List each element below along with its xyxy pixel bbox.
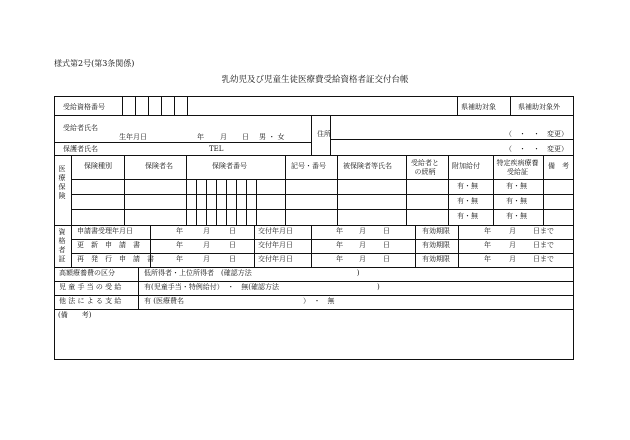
date-day-unit: 日	[229, 255, 236, 263]
date-day-unit: 日	[383, 255, 390, 263]
reissue-application-label: 再 発 行 申 請 書	[77, 255, 154, 263]
until-day-unit: 日まで	[533, 227, 554, 235]
birth-day-unit: 日	[242, 133, 249, 141]
date-year-unit: 年	[336, 255, 343, 263]
date-year-unit: 年	[176, 227, 183, 235]
date-day-unit: 日	[229, 227, 236, 235]
date-month-unit: 月	[203, 241, 210, 249]
until-day-unit: 日まで	[533, 241, 554, 249]
insurance-type-header: 保険種別	[84, 162, 112, 170]
insured-name-header: 被保険者等氏名	[343, 162, 392, 170]
address-label: 住所	[317, 130, 331, 138]
insurance-section-label: 医療保険	[58, 165, 66, 200]
additional-benefit-header: 附加給付	[452, 162, 480, 170]
sex-option[interactable]: 男 ・ 女	[259, 133, 285, 141]
remarks-header: 備 考	[548, 162, 569, 170]
date-year-unit: 年	[336, 227, 343, 235]
remarks-label: (備 考)	[58, 311, 92, 319]
additional-benefit-option[interactable]: 有・無	[457, 212, 478, 220]
specific-disease-option[interactable]: 有・無	[506, 197, 527, 205]
high-cost-category-value: 低所得者・上位所得者 (確認方法 )	[144, 269, 360, 277]
validity-label: 有効期限	[422, 255, 450, 263]
validity-label: 有効期限	[422, 227, 450, 235]
date-month-unit: 月	[509, 227, 516, 235]
tel-label: TEL	[209, 145, 224, 153]
child-allowance-label: 児 童 手 当 の 受 給	[59, 283, 122, 291]
page-title: 乳幼児及び児童生徒医療費受給資格者証交付台帳	[221, 75, 409, 85]
specific-disease-header: 特定疾病療養受給証	[496, 159, 539, 176]
birth-date-label: 生年月日	[119, 133, 147, 141]
ledger-form-table	[54, 96, 574, 360]
date-year-unit: 年	[484, 241, 491, 249]
date-year-unit: 年	[176, 255, 183, 263]
other-law-payment-value: 有 (医療費名 ） ・ 無	[144, 297, 335, 305]
date-month-unit: 月	[509, 241, 516, 249]
birth-year-unit: 年	[197, 133, 204, 141]
recipient-name-label: 受給者氏名	[63, 124, 98, 132]
date-day-unit: 日	[383, 227, 390, 235]
date-year-unit: 年	[484, 227, 491, 235]
additional-benefit-option[interactable]: 有・無	[457, 182, 478, 190]
additional-benefit-option[interactable]: 有・無	[457, 197, 478, 205]
guardian-change-note: （ ・ ・ 変更）	[505, 145, 568, 153]
issue-date-label: 交付年月日	[258, 255, 293, 263]
pref-subsidy-option[interactable]: 県補助対象	[461, 103, 496, 111]
application-received-label: 申請書受理年月日	[77, 227, 133, 235]
date-day-unit: 日	[229, 241, 236, 249]
date-year-unit: 年	[336, 241, 343, 249]
date-year-unit: 年	[484, 255, 491, 263]
until-day-unit: 日まで	[533, 255, 554, 263]
form-number: 様式第2号(第3条関係)	[54, 59, 135, 68]
insurer-name-header: 保険者名	[145, 162, 173, 170]
insurer-number-header: 保険者番号	[212, 162, 247, 170]
issue-date-label: 交付年月日	[258, 241, 293, 249]
pref-nonsubsidy-option[interactable]: 県補助対象外	[518, 103, 560, 111]
specific-disease-option[interactable]: 有・無	[506, 182, 527, 190]
date-month-unit: 月	[203, 227, 210, 235]
issue-date-label: 交付年月日	[258, 227, 293, 235]
date-month-unit: 月	[359, 255, 366, 263]
symbol-number-header: 記号・番号	[291, 162, 326, 170]
cert-number-label: 受給資格番号	[63, 103, 105, 111]
date-month-unit: 月	[203, 255, 210, 263]
specific-disease-option[interactable]: 有・無	[506, 212, 527, 220]
high-cost-category-label: 高額療養費の区分	[59, 269, 115, 277]
validity-label: 有効期限	[422, 241, 450, 249]
guardian-name-label: 保護者氏名	[63, 145, 98, 153]
renewal-application-label: 更 新 申 請 書	[77, 241, 140, 249]
date-month-unit: 月	[359, 227, 366, 235]
birth-month-unit: 月	[220, 133, 227, 141]
date-month-unit: 月	[509, 255, 516, 263]
other-law-payment-label: 他 法 に よ る 支 給	[59, 297, 122, 305]
date-day-unit: 日	[383, 241, 390, 249]
date-year-unit: 年	[176, 241, 183, 249]
child-allowance-value: 有(児童手当・特例給付） ・ 無(確認方法 )	[144, 283, 380, 291]
date-month-unit: 月	[359, 241, 366, 249]
certificate-section-label: 資格者証	[58, 228, 66, 263]
relation-header: 受給者との続柄	[411, 159, 439, 176]
address-change-note: （ ・ ・ 変更）	[505, 130, 568, 138]
